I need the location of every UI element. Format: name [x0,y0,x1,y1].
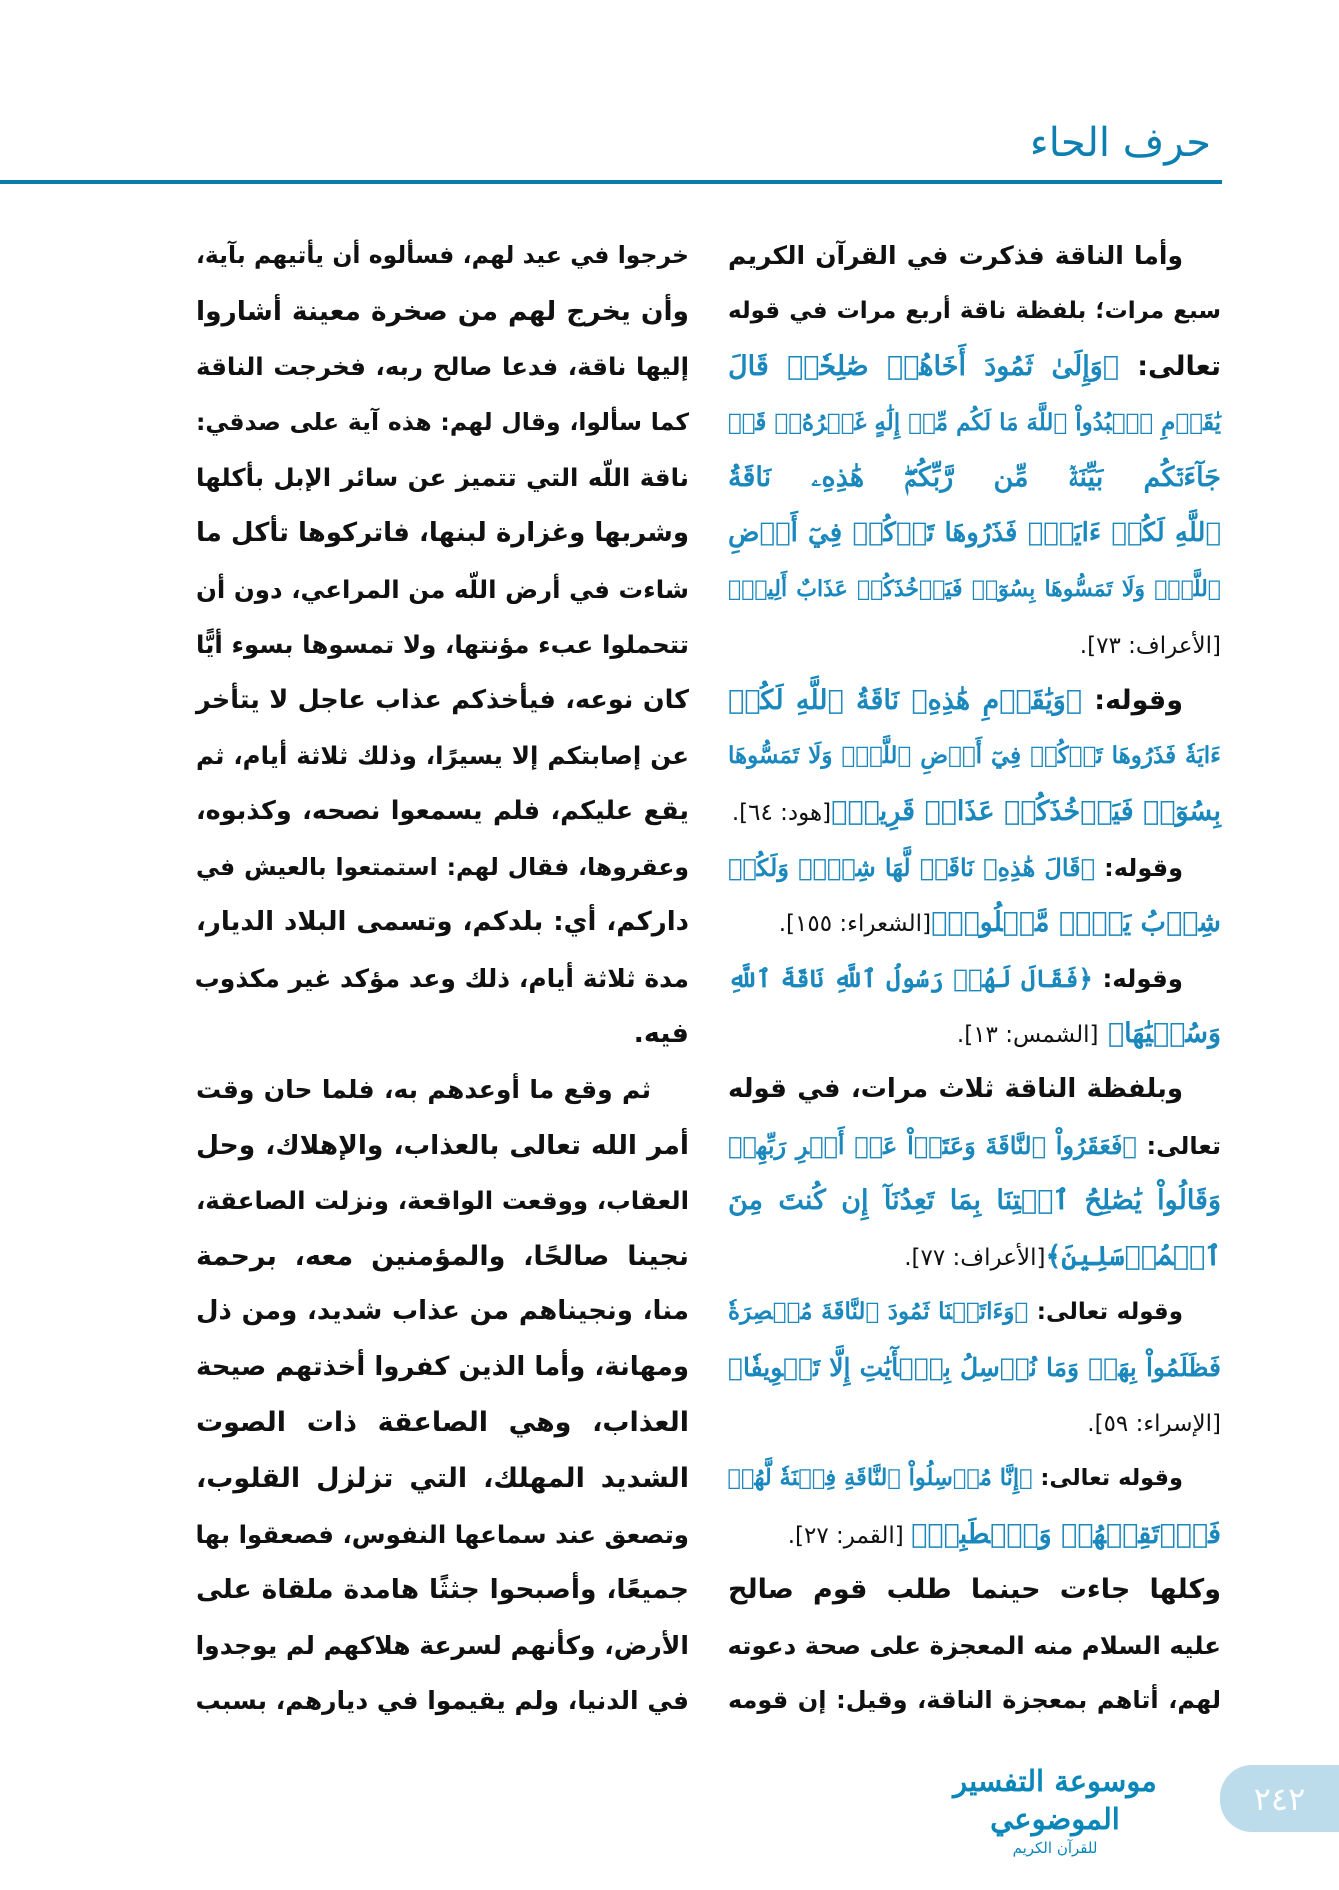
body-text: وقوله: [1092,963,1183,993]
text-line [728,1395,1221,1451]
text-line [728,1006,1221,1062]
text-line: أمر الله تعالى بالعذاب، والإهلاك، وحل [196,1129,689,1161]
text-line: وشربها وغزارة لبنها، فاتركوها تأكل ما [196,517,689,548]
text-line [728,339,1221,395]
text-line [728,1507,1221,1563]
quran-verse: ﴿وَءَاتَيۡنَا ثَمُودَ ٱلنَّاقَةَ مُبۡصِرَةٗ [728,1298,1029,1326]
right-column [728,228,1221,1729]
text-line: العقاب، ووقعت الواقعة، ونزلت الصاعقة، [196,1186,689,1216]
text-line [728,1062,1221,1118]
text-line [728,1562,1221,1618]
body-text: تعالى: [1136,1131,1221,1160]
quran-verse: ﴿فَقَالَ لَهُمۡ رَسُولُ ٱللَّهِ نَاقَةَ ٱللَّهِ [728,963,1093,993]
text-line: الشديد المهلك، التي تزلزل القلوب، [196,1463,689,1495]
chapter-title: حرف الحاء [1029,120,1211,166]
text-line: في الدنيا، ولم يقيموا في ديارهم، بسبب [195,1686,689,1716]
body-text: وقوله: [1095,853,1183,882]
left-column [196,228,689,1729]
quran-verse: شِرۡبُ يَوۡمٖ مَّعۡلُومٖ﴾ [931,907,1221,939]
text-line [728,1229,1221,1285]
text-line [728,1173,1221,1229]
text-line: ناقة اللّه التي تتميز عن سائر الإبل بأكلها [196,463,689,493]
quran-verse: ٱللَّهِ لَكُمۡ ءَايَةٗۖ فَذَرُوهَا تَأۡكُلۡ فِيٓ أَرۡضِ [728,517,1221,548]
text-line: ثم وقع ما أوعدهم به، فلما حان وقت [196,1074,651,1104]
text-line: الأرض، وكأنهم لسرعة هلاكهم لم يوجدوا [195,1630,689,1660]
body-text: وبلفظة الناقة ثلاث مرات، في قوله [728,1073,1183,1104]
text-line: كما سألوا، وقال لهم: هذه آية على صدقي: [196,407,689,436]
body-text: وقوله: [1082,684,1183,716]
quran-verse: ﴿وَيَٰقَوۡمِ هَٰذِهِۦ نَاقَةُ ٱللَّهِ لَكُمۡ [728,684,1082,716]
text-line: العذاب، وهي الصاعقة ذات الصوت [196,1407,689,1439]
encyclopedia-logo [925,1762,1185,1858]
body-text: عليه السلام منه المعجزة على صحة دعوته [727,1630,1221,1660]
body-text: لهم، أتاهم بمعجزة الناقة، وقيل: إن قومه [728,1686,1221,1715]
text-line: ومهانة، وأما الذين كفروا أخذتهم صيحة [196,1351,689,1382]
quran-verse: ﴿فَعَقَرُواْ ٱلنَّاقَةَ وَعَتَوۡاْ عَنۡ أَمۡرِ رَبِّهِمۡ [728,1130,1137,1160]
text-line: منا، ونجيناهم من عذاب شديد، ومن ذل [196,1296,689,1327]
verse-reference: [الأعراف: ٧٧]. [904,1244,1046,1271]
text-line [728,840,1221,896]
text-line [728,284,1221,340]
text-line [728,1118,1221,1174]
logo-title: موسوعة التفسير الموضوعي [953,1764,1157,1836]
verse-reference: [الشعراء: ١٥٥]. [778,911,932,938]
text-line [728,784,1221,840]
quran-verse: بِسُوٓءٖ فَيَأۡخُذَكُمۡ عَذَابٞ قَرِيبٞ﴾ [831,795,1221,827]
body-text: وقوله تعالى: [1028,1299,1183,1326]
body-text: تعالى: [1119,351,1221,383]
text-line: إليها ناقة، فدعا صالح ربه، فخرجت الناقة [196,352,689,382]
text-line [728,1284,1221,1340]
quran-verse: فَٱرۡتَقِبۡهُمۡ وَٱصۡطَبِرۡ﴾ [911,1518,1221,1550]
header-divider [0,180,1222,184]
quran-verse: ﴿قَالَ هَٰذِهِۦ نَاقَةٞ لَّهَا شِرۡبٞ وَلَكُمۡ [728,852,1096,882]
quran-verse: ٱلۡمُرۡسَلِينَ﴾ [1045,1240,1221,1272]
text-line: مدة ثلاثة أيام، ذلك وعد مؤكد غير مكذوب [194,963,689,993]
logo-subtitle: للقرآن الكريم [1012,1839,1098,1857]
text-line: يقع عليكم، فلم يسمعوا نصحه، وكذبوه، [196,795,689,826]
text-line [728,1618,1221,1674]
text-line: وأن يخرج لهم من صخرة معينة أشاروا [196,295,689,327]
body-text: وكلها جاءت حينما طلب قوم صالح [728,1574,1221,1606]
verse-reference: [الأعراف: ٧٣]. [1079,633,1221,660]
quran-verse: جَآءَتۡكُم بَيِّنَةٞ مِّن رَّبِّكُمۡۖ هَٰذِهِۦ نَاقَةُ [728,462,1221,494]
body-text: وقوله تعالى: [1032,1465,1183,1492]
quran-verse: يَٰقَوۡمِ ٱعۡبُدُواْ ٱللَّهَ مَا لَكُم مِّنۡ إِلَٰهٍ غَيۡرُهُۥۖ قَدۡ [727,408,1221,436]
text-line: داركم، أي: بلدكم، وتسمى البلاد الديار، [196,907,689,938]
quran-verse: ءَايَةٗ فَذَرُوهَا تَأۡكُلۡ فِيٓ أَرۡضِ ٱللَّهِۖ وَلَا تَمَسُّوهَا [728,742,1221,770]
verse-reference: [القمر: ٢٧]. [787,1522,912,1549]
text-line: جميعًا، وأصبحوا جثثًا هامدة ملقاة على [196,1574,689,1606]
text-line [728,1451,1221,1507]
verse-reference: [هود: ٦٤]. [731,799,832,826]
text-line [728,228,1221,284]
text-line [728,673,1221,729]
body-text: وأما الناقة فذكرت في القرآن الكريم [728,241,1183,270]
quran-verse: ٱللَّهِۖ وَلَا تَمَسُّوهَا بِسُوٓءٖ فَيَأۡخُذَكُمۡ عَذَابٌ أَلِيمٞ﴾ [728,575,1221,602]
text-line: تتحملوا عبء مؤنتها، ولا تمسوها بسوء أيًّا [196,630,689,660]
text-line: فيه. [633,1018,689,1050]
text-line: وعقروها، فقال لهم: استمتعوا بالعيش في [196,852,689,881]
text-line [728,450,1221,506]
text-line [728,728,1221,784]
text-line [728,951,1221,1007]
text-line: شاءت في أرض اللّه من المراعي، دون أن [196,574,689,604]
text-line [728,895,1221,951]
text-line: خرجوا في عيد لهم، فسألوه أن يأتيهم بآية، [196,241,689,269]
body-text: سبع مرات؛ بلفظة ناقة أربع مرات في قوله [728,297,1221,324]
text-line [728,506,1221,562]
text-line [728,1340,1221,1396]
quran-verse: وَسُقۡيَٰهَا﴾ [1098,1018,1221,1050]
quran-verse: ﴿وَإِلَىٰ ثَمُودَ أَخَاهُمۡ صَٰلِحٗاۚ قَالَ [728,351,1119,383]
verse-reference: [الشمس: ١٣]. [956,1022,1099,1049]
verse-reference: [الإسراء: ٥٩]. [1087,1411,1221,1438]
page-number: ٢٤٢ [1220,1765,1339,1832]
text-line: وتصعق عند سماعها النفوس، فصعقوا بها [195,1519,689,1549]
text-line [728,562,1221,618]
text-line [728,617,1221,673]
text-line: كان نوعه، فيأخذكم عذاب عاجل لا يتأخر [196,684,689,715]
text-line [728,395,1221,451]
quran-verse: وَقَالُواْ يَٰصَٰلِحُ ٱئۡتِنَا بِمَا تَعِدُنَآ إِن كُنتَ مِنَ [728,1185,1221,1217]
text-line: عن إصابتكم إلا يسيرًا، وذلك ثلاثة أيام، ثم [196,741,689,771]
quran-verse: فَظَلَمُواْ بِهَاۚ وَمَا نُرۡسِلُ بِٱلۡأٓيَٰتِ إِلَّا تَخۡوِيفٗا﴾ [728,1352,1221,1382]
text-line: نجينا صالحًا، والمؤمنين معه، برحمة [196,1240,689,1272]
text-line [728,1673,1221,1729]
quran-verse: ﴿إِنَّا مُرۡسِلُواْ ٱلنَّاقَةِ فِتۡنَةٗ لَّهُمۡ [727,1465,1033,1492]
